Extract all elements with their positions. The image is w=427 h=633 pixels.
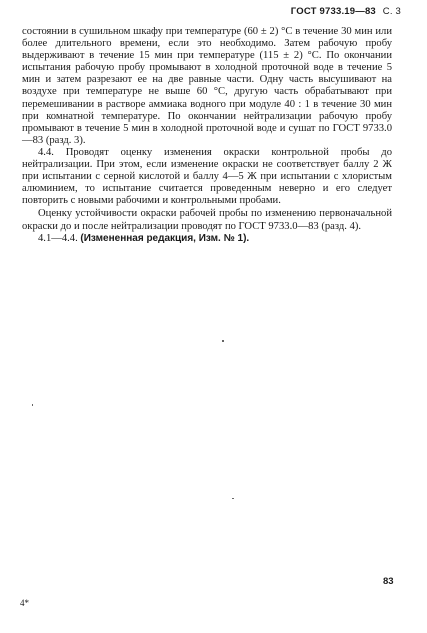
page-label: С. 3 (382, 6, 401, 17)
amendment-range: 4.1—4.4. (38, 232, 78, 244)
scan-speck (222, 340, 224, 342)
paragraph-4-4: 4.4. Проводят оценку изменения окраски контрольной пробы до нейтрализации. При этом, если изменение окраски не соответствует баллу 2 Ж при испытании с серной кислотой и баллу 4—5 Ж при испытании с хлористым алюминием, то испытание считается проведенным неверно и его следует повторить с новыми рабочими и контрольными пробами. (22, 146, 392, 207)
standard-number: ГОСТ 9733.19—83 (290, 6, 376, 17)
scan-speck (32, 404, 33, 406)
scan-speck (232, 498, 234, 499)
paragraph-continuation: состоянии в сушильном шкафу при температуре (60 ± 2) °C в течение 30 мин или более длительного времени, если это необходимо. Затем рабочую пробу выдерживают в течение 15 мин при температуре (115 ± 2) °C. По окончании испытания рабочую пробу промывают в холодной проточной воде в течение 5 мин и затем разрезают ее на две равные части. Одну часть высушивают на воздухе при температуре не выше 60 °C, другую часть обрабатывают при перемешивании в растворе аммиака водного при модуле 40 : 1 в течение 30 мин при комнатной температуре. По окончании нейтрализации рабочую пробу промывают в течение 5 мин в холодной проточной воде и сушат по ГОСТ 9733.0—83 (разд. 3). (22, 26, 392, 146)
paragraph-evaluation: Оценку устойчивости окраски рабочей пробы по изменению первоначальной окраски до и после нейтрализации проводят по ГОСТ 9733.0—83 (разд. 4). (22, 208, 392, 232)
page-header (291, 6, 401, 17)
amendment-text: (Измененная редакция, Изм. № 1). (80, 232, 250, 244)
page-number: 83 (383, 576, 394, 587)
sheet-mark: 4* (20, 598, 29, 608)
document-body (22, 26, 392, 245)
amendment-note (22, 233, 392, 245)
